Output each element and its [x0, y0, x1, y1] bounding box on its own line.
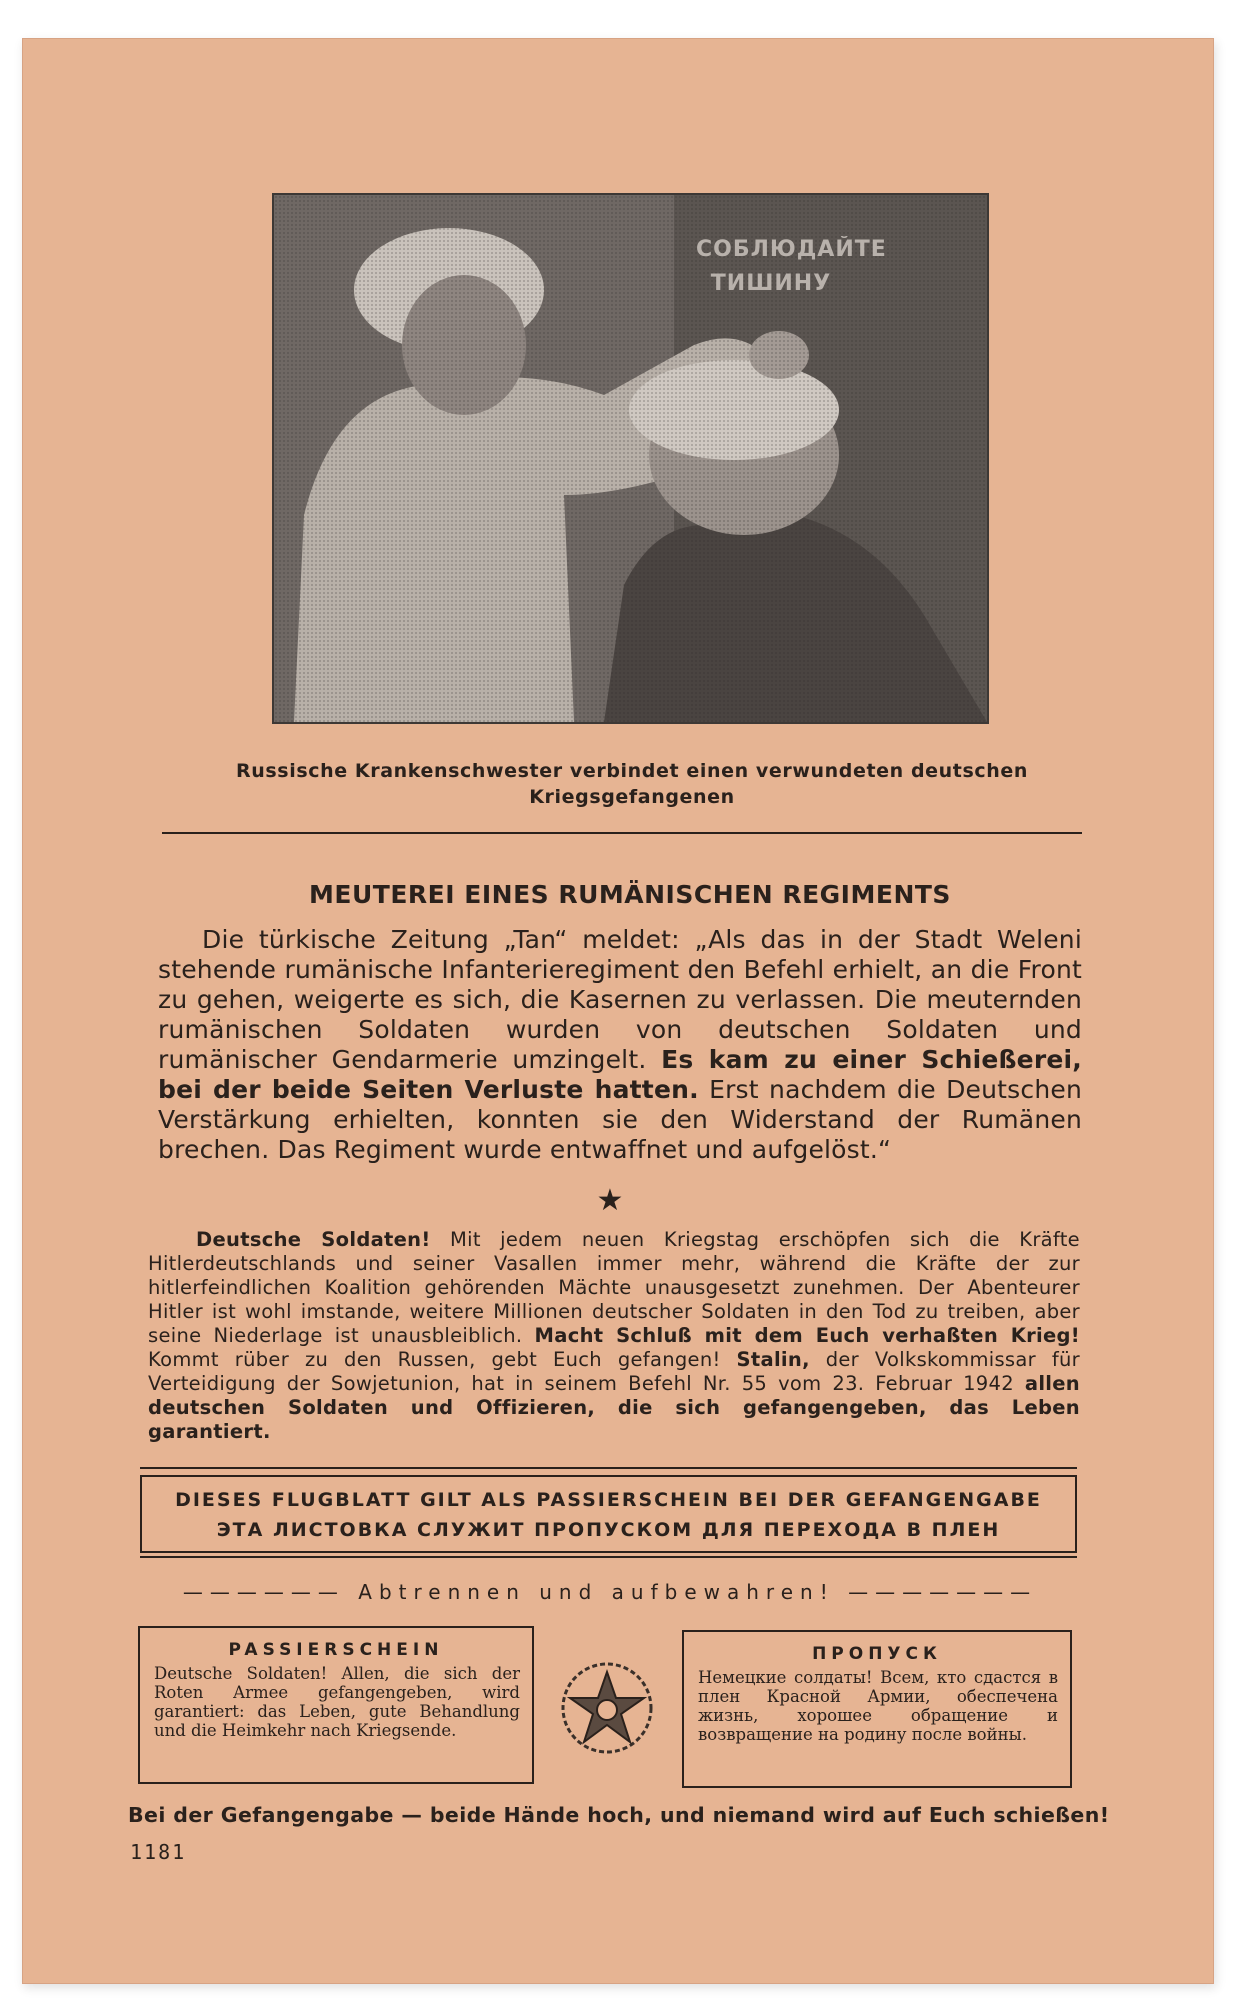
propusk-title: ПРОПУСК: [812, 1644, 942, 1664]
propusk-text: Немецкие солдаты! Всем, кто сдастся в плен Красной Армии, обеспечена жизнь, хорошее обращение и возвращение на родину после войны.: [698, 1668, 1058, 1744]
appeal-text-3: der Volkskommissar für Verteidigung der Sowjetunion, hat in seinem Befehl Nr. 55 vom 23. Februar 1942: [148, 1348, 1080, 1395]
print-code: 1181: [130, 1840, 187, 1864]
appeal-bold-3: allen deutschen Soldaten und Offizieren, die sich gefangengeben, das Leben garantiert.: [148, 1372, 1080, 1443]
appeal-bold-2: Stalin,: [736, 1348, 810, 1371]
photo-caption: Russische Krankenschwester verbindet einen verwundeten deutschen Kriegsgefangenen: [236, 760, 1028, 808]
article-text-a: Die türkische Zeitung „Tan“ meldet: „Als das in der Stadt Weleni stehende rumänische Infanterieregiment den Befehl erhielt, an die Front zu gehen, weigerte es sich, die Kasernen zu verlassen. Die meuternden rumänischen Soldaten wurden von deutschen Soldaten und rumänischer Gendarmerie umzingelt.: [158, 925, 1082, 1074]
passierschein-title: PASSIERSCHEIN: [228, 1640, 444, 1660]
appeal-salutation: Deutsche Soldaten!: [196, 1228, 431, 1251]
footer-slogan: Bei der Gefangengabe — beide Hände hoch, und niemand wird auf Euch schießen!: [128, 1803, 1110, 1827]
passierschein-text: Deutsche Soldaten! Allen, die sich der Roten Armee gefangengeben, wird garantiert: das Leben, gute Behandlung und die Heimkehr nach Kriegsende.: [154, 1664, 520, 1740]
article-text-bold: Es kam zu einer Schießerei, bei der beide Seiten Verluste hatten.: [158, 1045, 1082, 1104]
caption-divider: [162, 832, 1082, 834]
notice-rule-top: [140, 1467, 1077, 1469]
passierschein-card: [138, 1626, 534, 1784]
soviet-star-emblem-icon: [552, 1658, 662, 1758]
photo-sign-text: СОБЛЮДАЙТЕ ТИШИНУ: [696, 237, 887, 296]
propusk-card: [682, 1630, 1072, 1788]
star-separator: ★: [596, 1183, 624, 1218]
photo-illustration: [274, 195, 987, 722]
appeal-body: [148, 1228, 1080, 1444]
appeal-text-2: Kommt rüber zu den Russen, gebt Euch gefangen!: [148, 1348, 737, 1371]
pass-notice-russian: ЭТА ЛИСТОВКА СЛУЖИТ ПРОПУСКОМ ДЛЯ ПЕРЕХОДА В ПЛЕН: [216, 1519, 1001, 1541]
appeal-text-1: Mit jedem neuen Kriegstag erschöpfen sich die Kräfte Hitlerdeutschlands und seiner Vasallen immer mehr, während die Kräfte der zur hitlerfeindlichen Koalition gehörenden Mächte unausgesetzt zunehmen. Der Abenteurer Hitler ist wohl imstande, weitere Millionen deutscher Soldaten in den Tod zu treiben, aber seine Niederlage ist unausbleiblich.: [148, 1228, 1080, 1347]
pass-notice-box: [140, 1475, 1077, 1553]
appeal-bold-1: Macht Schluß mit dem Euch verhaßten Krieg!: [534, 1324, 1080, 1347]
article-body: [158, 925, 1082, 1165]
article-headline: MEUTEREI EINES RUMÄNISCHEN REGIMENTS: [309, 880, 951, 909]
detach-line: —————— Abtrennen und aufbewahren! ———————: [182, 1580, 1038, 1604]
pass-notice-german: DIESES FLUGBLATT GILT ALS PASSIERSCHEIN BEI DER GEFANGENGABE: [175, 1489, 1042, 1511]
notice-rule-bottom: [140, 1556, 1077, 1558]
article-text-c: Erst nachdem die Deutschen Verstärkung erhielten, konnten sie den Widerstand der Rumänen brechen. Das Regiment wurde entwaffnet und aufgelöst.“: [158, 1075, 1083, 1164]
nurse-photo: [272, 193, 989, 724]
